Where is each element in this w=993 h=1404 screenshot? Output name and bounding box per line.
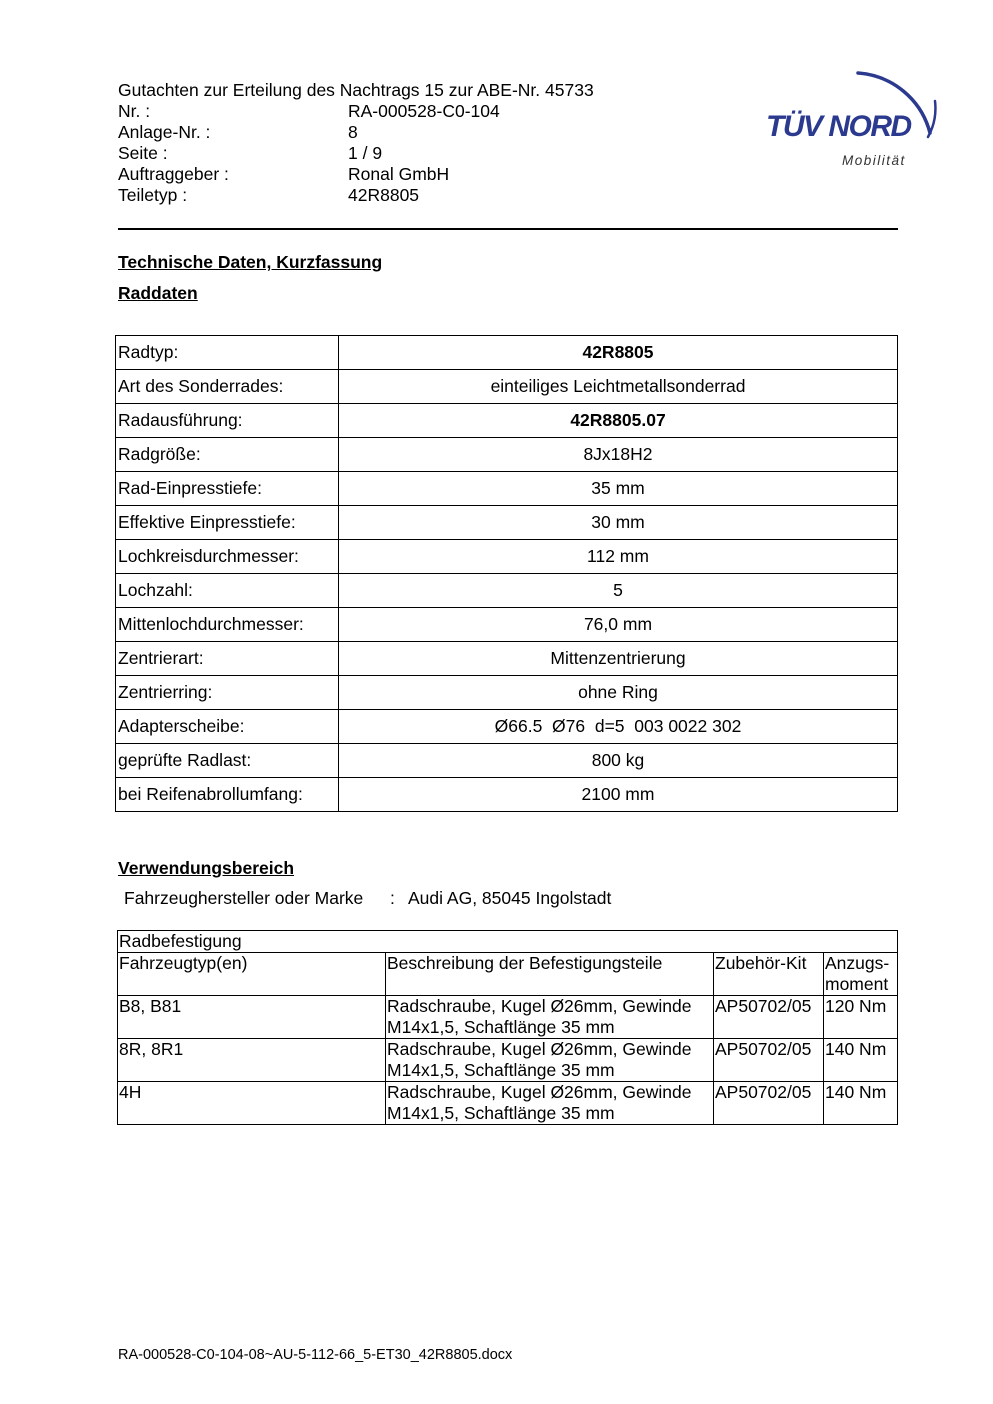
table-header-row	[118, 953, 898, 996]
table-row	[116, 506, 898, 540]
row-value: 42R8805.07	[339, 404, 898, 438]
vehicle-type-cell: 4H	[118, 1082, 386, 1125]
kit-cell: AP50702/05	[714, 996, 824, 1039]
row-value: 42R8805	[339, 336, 898, 370]
description-line: M14x1,5, Schaftlänge 35 mm	[387, 1103, 615, 1123]
row-label: geprüfte Radlast:	[116, 744, 339, 778]
manufacturer-separator: :	[390, 888, 395, 908]
row-value: Ø66.5 Ø76 d=5 003 0022 302	[339, 710, 898, 744]
section-subtitle-raddaten: Raddaten	[118, 283, 198, 303]
table-row	[118, 996, 898, 1039]
logo-subtitle: Mobilität	[842, 153, 906, 168]
table-caption-row	[118, 931, 898, 953]
row-value: 8Jx18H2	[339, 438, 898, 472]
description-cell	[386, 1039, 714, 1082]
description-cell	[386, 996, 714, 1039]
header-row-auftraggeber	[118, 164, 449, 185]
table-row	[116, 676, 898, 710]
header-value: 42R8805	[348, 185, 420, 205]
header-label: Teiletyp :	[118, 185, 188, 205]
header-cell-line: moment	[825, 974, 889, 994]
header-label: Anlage-Nr. :	[118, 122, 211, 142]
report-title: Gutachten zur Erteilung des Nachtrags 15 zur ABE-Nr. 45733	[118, 80, 594, 100]
table-row	[116, 438, 898, 472]
description-cell	[386, 1082, 714, 1125]
row-value: einteiliges Leichtmetallsonderrad	[339, 370, 898, 404]
header-cell-line: Anzugs-	[825, 953, 890, 973]
header-label: Seite :	[118, 143, 168, 163]
header-label: Nr. :	[118, 101, 151, 121]
table-row	[116, 370, 898, 404]
header-value: Ronal GmbH	[348, 164, 450, 184]
table-caption: Radbefestigung	[118, 931, 898, 953]
row-label: bei Reifenabrollumfang:	[116, 778, 339, 812]
row-label: Lochkreisdurchmesser:	[116, 540, 339, 574]
row-value: 76,0 mm	[339, 608, 898, 642]
section-title-usage: Verwendungsbereich	[118, 858, 295, 878]
footer-filename: RA-000528-C0-104-08~AU-5-112-66_5-ET30_42R8805.docx	[118, 1347, 513, 1363]
description-line: Radschraube, Kugel Ø26mm, Gewinde	[387, 1039, 692, 1059]
header-value: RA-000528-C0-104	[348, 101, 500, 121]
description-line: M14x1,5, Schaftlänge 35 mm	[387, 1060, 615, 1080]
header-cell: Beschreibung der Befestigungsteile	[386, 953, 714, 996]
wheel-data-table	[115, 335, 898, 812]
header-row-anlage	[118, 122, 358, 143]
table-row	[118, 1039, 898, 1082]
section-title-technical: Technische Daten, Kurzfassung	[118, 252, 383, 272]
torque-cell: 120 Nm	[824, 996, 898, 1039]
header-divider	[118, 228, 898, 230]
header-cell: Zubehör-Kit	[714, 953, 824, 996]
tuev-nord-logo	[760, 55, 945, 175]
logo-brand: TÜV NORD	[766, 110, 911, 143]
row-label: Zentrierart:	[116, 642, 339, 676]
vehicle-type-cell: 8R, 8R1	[118, 1039, 386, 1082]
row-value: 30 mm	[339, 506, 898, 540]
table-row	[116, 744, 898, 778]
row-label: Effektive Einpresstiefe:	[116, 506, 339, 540]
row-value: 800 kg	[339, 744, 898, 778]
manufacturer-line	[124, 888, 611, 909]
table-row	[116, 642, 898, 676]
row-value: 112 mm	[339, 540, 898, 574]
wheel-fixing-table	[117, 930, 898, 1125]
row-label: Lochzahl:	[116, 574, 339, 608]
manufacturer-label: Fahrzeughersteller oder Marke	[124, 888, 364, 908]
row-label: Adapterscheibe:	[116, 710, 339, 744]
description-line: Radschraube, Kugel Ø26mm, Gewinde	[387, 1082, 692, 1102]
header-cell: Fahrzeugtyp(en)	[118, 953, 386, 996]
header-label: Auftraggeber :	[118, 164, 229, 184]
row-label: Art des Sonderrades:	[116, 370, 339, 404]
row-value: 2100 mm	[339, 778, 898, 812]
table-row	[116, 608, 898, 642]
table-row	[116, 404, 898, 438]
row-label: Rad-Einpresstiefe:	[116, 472, 339, 506]
torque-cell: 140 Nm	[824, 1082, 898, 1125]
header-value: 8	[348, 122, 358, 142]
description-line: M14x1,5, Schaftlänge 35 mm	[387, 1017, 615, 1037]
row-value: 35 mm	[339, 472, 898, 506]
header-cell	[824, 953, 898, 996]
row-label: Zentrierring:	[116, 676, 339, 710]
header-value: 1 / 9	[348, 143, 383, 163]
table-row	[116, 574, 898, 608]
vehicle-type-cell: B8, B81	[118, 996, 386, 1039]
kit-cell: AP50702/05	[714, 1039, 824, 1082]
table-row	[116, 472, 898, 506]
header-row-nr	[118, 101, 500, 122]
row-label: Radtyp:	[116, 336, 339, 370]
table-row	[116, 778, 898, 812]
row-value: 5	[339, 574, 898, 608]
row-value: Mittenzentrierung	[339, 642, 898, 676]
row-label: Mittenlochdurchmesser:	[116, 608, 339, 642]
table-row	[116, 540, 898, 574]
table-row	[116, 710, 898, 744]
torque-cell: 140 Nm	[824, 1039, 898, 1082]
manufacturer-value: Audi AG, 85045 Ingolstadt	[408, 888, 612, 908]
header-row-teiletyp	[118, 185, 419, 206]
row-label: Radgröße:	[116, 438, 339, 472]
description-line: Radschraube, Kugel Ø26mm, Gewinde	[387, 996, 692, 1016]
table-row	[116, 336, 898, 370]
kit-cell: AP50702/05	[714, 1082, 824, 1125]
row-value: ohne Ring	[339, 676, 898, 710]
header-row-seite	[118, 143, 382, 164]
table-row	[118, 1082, 898, 1125]
row-label: Radausführung:	[116, 404, 339, 438]
